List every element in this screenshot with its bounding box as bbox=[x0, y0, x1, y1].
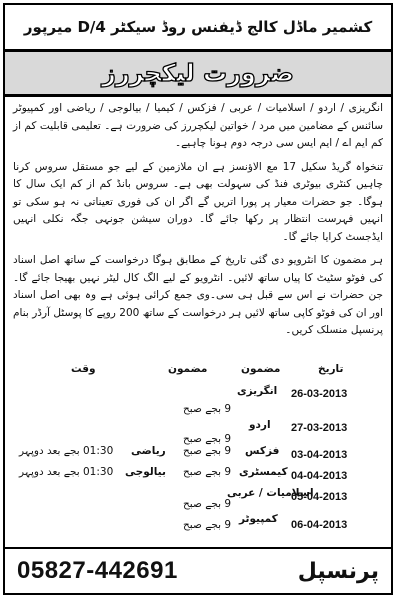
row-date: 03-04-2013 bbox=[291, 449, 348, 461]
row-time: 9 بجے صبح bbox=[183, 519, 232, 531]
footer bbox=[5, 547, 391, 593]
row-subject: کمپیوٹر bbox=[239, 513, 278, 525]
paragraph-requirements: انگریزی / اردو / اسلامیات / عربی / فزکس / کیمیا / بیالوجی / ریاضی اور کمپیوٹر سائنس کے مضامین میں مرد / خواتین لیکچررز کی ضرورت ہے۔ تعلیمی قابلیت کم از کم ایم اے / ایم ایس سی درجہ دوم ہونا چاہیے۔ bbox=[13, 102, 383, 149]
row-time: 9 بجے صبح bbox=[183, 433, 232, 445]
interview-schedule bbox=[13, 363, 385, 533]
paragraph-salary: تنخواہ گریڈ سکیل 17 مع الاؤنسز ہے ان ملازمین کے لیے جو مستقل سروس کرنا چاہیں کنٹری بیوٹری فنڈ کی سہولت بھی ہے۔ سروس بانڈ کم از کم ایک سال کا ہوگا۔ جو حضرات معیار پر پورا اتریں گے اگر ان کی فوری تعیناتی نہ ہو سکی تو انہیں فہرست انتظار پر رکھا جائے گا۔ دوران سیشن جونہی جگہ نکلی انہیں ایڈجسٹ کرایا جائے گا۔ bbox=[13, 160, 383, 243]
banner-title: ضرورت لیکچررز bbox=[102, 59, 294, 87]
principal-label: پرنسپل bbox=[297, 558, 379, 584]
row-subject: اسلامیات / عربی bbox=[227, 487, 314, 499]
row-subject-right: بیالوجی bbox=[125, 466, 166, 478]
header-time: وقت bbox=[71, 363, 96, 375]
row-time-right: 01:30 بجے بعد دوپہر bbox=[19, 445, 114, 457]
row-date: 05-04-2013 bbox=[291, 491, 348, 503]
college-name: کشمیر ماڈل کالج ڈیفنس روڈ سیکٹر D/4 میرپور bbox=[23, 18, 373, 36]
row-subject: انگریزی bbox=[237, 385, 278, 397]
phone-number: 05827-442691 bbox=[17, 557, 178, 584]
row-subject: فزکس bbox=[245, 445, 280, 457]
college-header bbox=[5, 5, 391, 49]
paragraph-interview: ہر مضمون کا انٹرویو دی گئی تاریخ کے مطابق ہوگا درخواست کے ساتھ اصل اسناد کی فوٹو سٹیٹ کا پیاں ساتھ لائیں۔ انٹرویو کے لیے الگ کال لیٹر نہیں بھیجا جائے گا۔ جن حضرات نے اس سے قبل ہی سی۔وی جمع کرائی ہوئی ہے وہ بھی اصل اسناد اور ان کی فوٹو کاپی ساتھ لائیں ہر درخواست کے ساتھ 200 روپے کا پوسٹل آرڈر بنام پرنسپل منسلک کریں۔ bbox=[13, 254, 383, 336]
advertisement bbox=[3, 3, 393, 595]
header-date: تاریخ bbox=[318, 363, 344, 375]
ad-body bbox=[13, 100, 383, 344]
row-time-right: 01:30 بجے بعد دوپہر bbox=[19, 466, 114, 478]
row-date: 26-03-2013 bbox=[291, 388, 348, 400]
row-subject: اردو bbox=[249, 419, 271, 431]
row-date: 06-04-2013 bbox=[291, 519, 348, 531]
header-subject: مضمون bbox=[241, 363, 281, 375]
row-subject-right: ریاضی bbox=[131, 445, 166, 457]
row-time: 9 بجے صبح bbox=[183, 445, 232, 457]
banner bbox=[5, 49, 391, 97]
row-date: 04-04-2013 bbox=[291, 470, 348, 482]
row-time: 9 بجے صبح bbox=[183, 498, 232, 510]
header-subject-2: مضمون bbox=[168, 363, 208, 375]
row-time: 9 بجے صبح bbox=[183, 403, 232, 415]
row-time: 9 بجے صبح bbox=[183, 466, 232, 478]
row-date: 27-03-2013 bbox=[291, 422, 348, 434]
row-subject: کیمسٹری bbox=[239, 466, 288, 478]
